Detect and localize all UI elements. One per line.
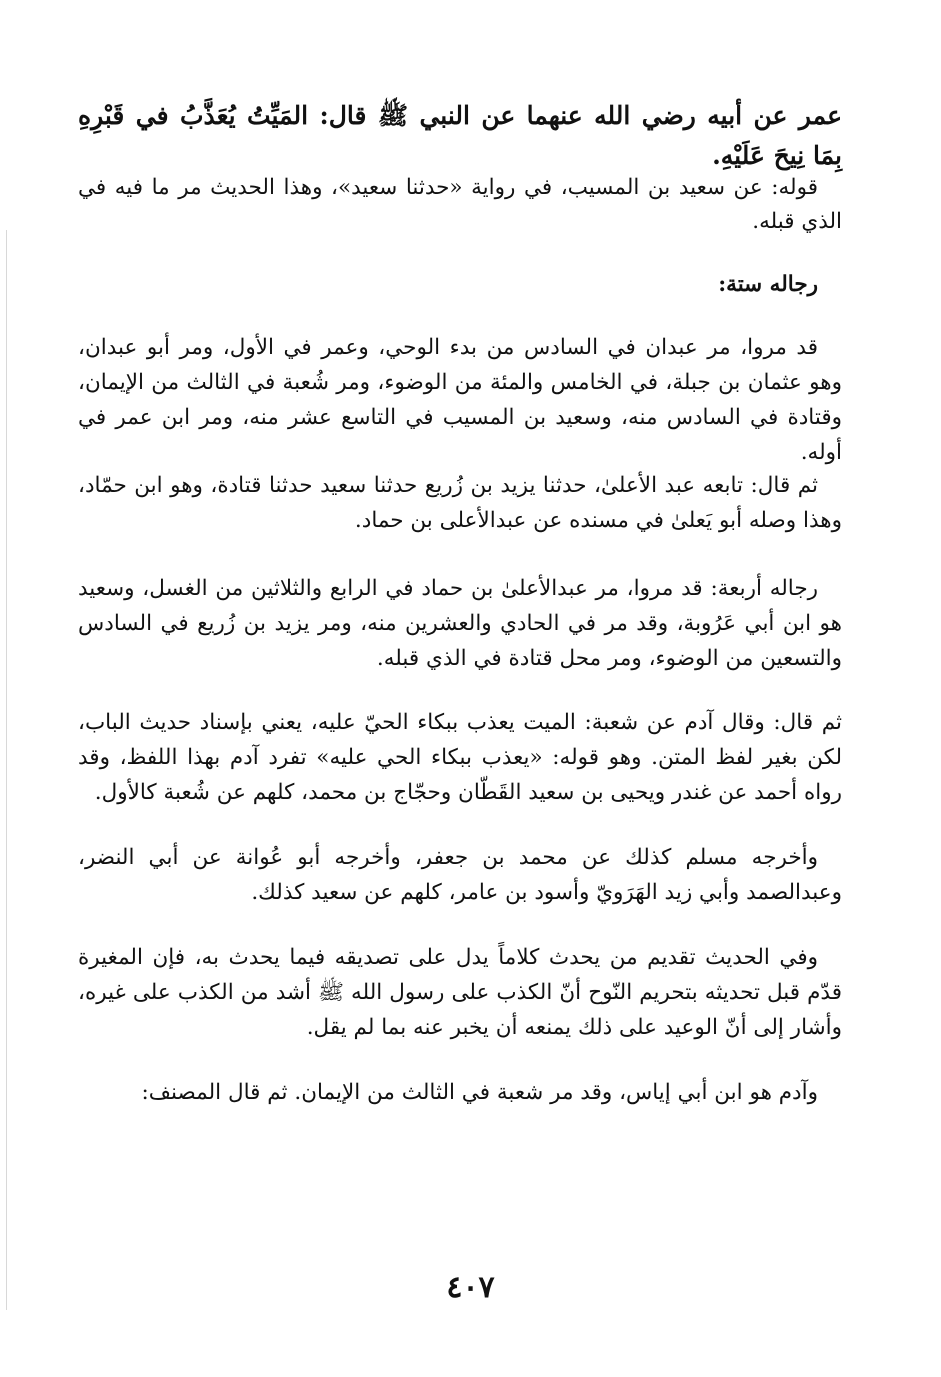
paragraph-3 [78, 468, 842, 538]
narrators-subheading-text: رجاله ستة: [718, 272, 818, 297]
scan-edge-line [6, 230, 7, 1310]
paragraph-2 [78, 330, 842, 470]
paragraph-5 [78, 705, 842, 810]
paragraph-7 [78, 940, 842, 1045]
paragraph-2-text: قد مروا، مر عبدان في السادس من بدء الوحي، وعمر في الأول، ومر أبو عبدان، وهو عثمان بن جبلة، في الخامس والمئة من الوضوء، ومر شُعبة في الثالث من الإيمان، وقتادة في السادس منه، وسعيد بن المسيب في التاسع عشر منه، ومر ابن عمر في أوله. [78, 335, 842, 465]
paragraph-1-text: قوله: عن سعيد بن المسيب، في رواية «حدثنا سعيد»، وهذا الحديث مر ما فيه في الذي قبله. [78, 175, 842, 234]
paragraph-4-text: رجاله أربعة: قد مروا، مر عبدالأعلىٰ بن حماد في الرابع والثلاثين من الغسل، وسعيد هو ابن أبي عَرُوبة، وقد مر في الحادي والعشرين منه، ومر يزيد بن زُريع في السادس والتسعين من الوضوء، ومر محل قتادة في الذي قبله. [78, 576, 842, 671]
paragraph-8-text: وآدم هو ابن أبي إياس، وقد مر شعبة في الثالث من الإيمان. ثم قال المصنف: [141, 1080, 818, 1105]
narrators-subheading [78, 268, 842, 302]
paragraph-3-text: ثم قال: تابعه عبد الأعلىٰ، حدثنا يزيد بن زُريع حدثنا سعيد حدثنا قتادة، وهو ابن حمّاد، وهذا وصله أبو يَعلىٰ في مسنده عن عبدالأعلى بن حماد. [78, 473, 842, 533]
paragraph-6-text: وأخرجه مسلم كذلك عن محمد بن جعفر، وأخرجه أبو عُوانة عن أبي النضر، وعبدالصمد وأبي زيد الهَرَويّ وأسود بن عامر، كلهم عن سعيد كذلك. [78, 845, 842, 905]
paragraph-7-text: وفي الحديث تقديم من يحدث كلاماً يدل على تصديقه فيما يحدث به، فإن المغيرة قدّم قبل تحديثه بتحريم النّوح أنّ الكذب على رسول الله ﷺ أشد من الكذب على غيره، وأشار إلى أنّ الوعيد على ذلك يمنعه أن يخبر عنه بما لم يقل. [78, 945, 842, 1040]
paragraph-8 [78, 1075, 842, 1110]
paragraph-4 [78, 571, 842, 676]
page-number: ٤٠٧ [446, 1270, 495, 1305]
paragraph-5-text: ثم قال: وقال آدم عن شعبة: الميت يعذب ببكاء الحيّ عليه، يعني بإسناد حديث الباب، لكن بغير لفظ المتن. وهو قوله: «يعذب ببكاء الحي عليه» تفرد آدم بهذا اللفظ، وقد رواه أحمد عن غندر ويحيى بن سعيد القَطّان وحجّاج بن محمد، كلهم عن شُعبة كالأول. [78, 710, 842, 805]
paragraph-6 [78, 840, 842, 910]
paragraph-1 [78, 171, 842, 239]
hadith-heading: عمر عن أبيه رضي الله عنهما عن النبي ﷺ قال: المَيِّتُ يُعَذَّبُ في قَبْرِهِ بِمَا نِيحَ عَلَيْهِ. [78, 101, 842, 170]
